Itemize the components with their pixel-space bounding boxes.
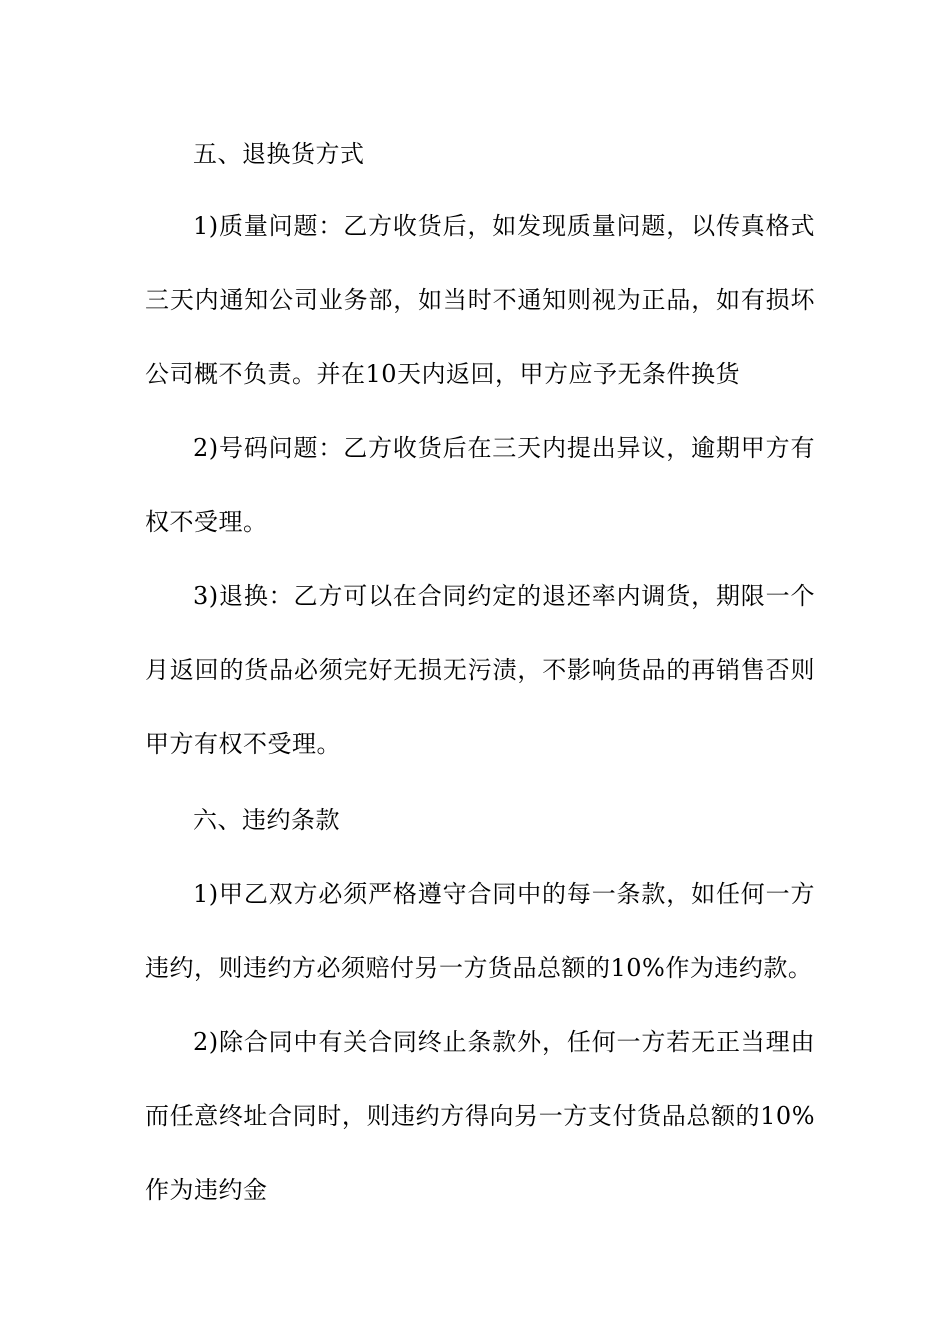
paragraph-line: 2)除合同中有关合同终止条款外，任何一方若无正当理由 (193, 1028, 815, 1056)
paragraph-line: 2)号码问题：乙方收货后在三天内提出异议，逾期甲方有 (193, 434, 815, 462)
paragraph-line: 1)甲乙双方必须严格遵守合同中的每一条款，如任何一方 (193, 880, 815, 908)
section-heading-breach: 六、违约条款 (193, 806, 340, 834)
paragraph-line: 1)质量问题：乙方收货后，如发现质量问题，以传真格式 (193, 212, 815, 240)
paragraph-line: 违约，则违约方必须赔付另一方货品总额的10%作为违约款。 (145, 954, 813, 982)
paragraph-line: 甲方有权不受理。 (145, 730, 341, 758)
paragraph-line: 作为违约金 (145, 1176, 268, 1204)
paragraph-line: 月返回的货品必须完好无损无污渍，不影响货品的再销售否则 (145, 656, 815, 684)
paragraph-line: 权不受理。 (145, 508, 268, 536)
paragraph-line: 三天内通知公司业务部，如当时不通知则视为正品，如有损坏 (145, 286, 815, 314)
paragraph-line: 而任意终址合同时，则违约方得向另一方支付货品总额的10% (145, 1102, 815, 1130)
section-heading-return-exchange: 五、退换货方式 (193, 140, 365, 168)
paragraph-line: 3)退换：乙方可以在合同约定的退还率内调货，期限一个 (193, 582, 815, 610)
paragraph-line: 公司概不负责。并在10天内返回，甲方应予无条件换货 (145, 360, 741, 388)
